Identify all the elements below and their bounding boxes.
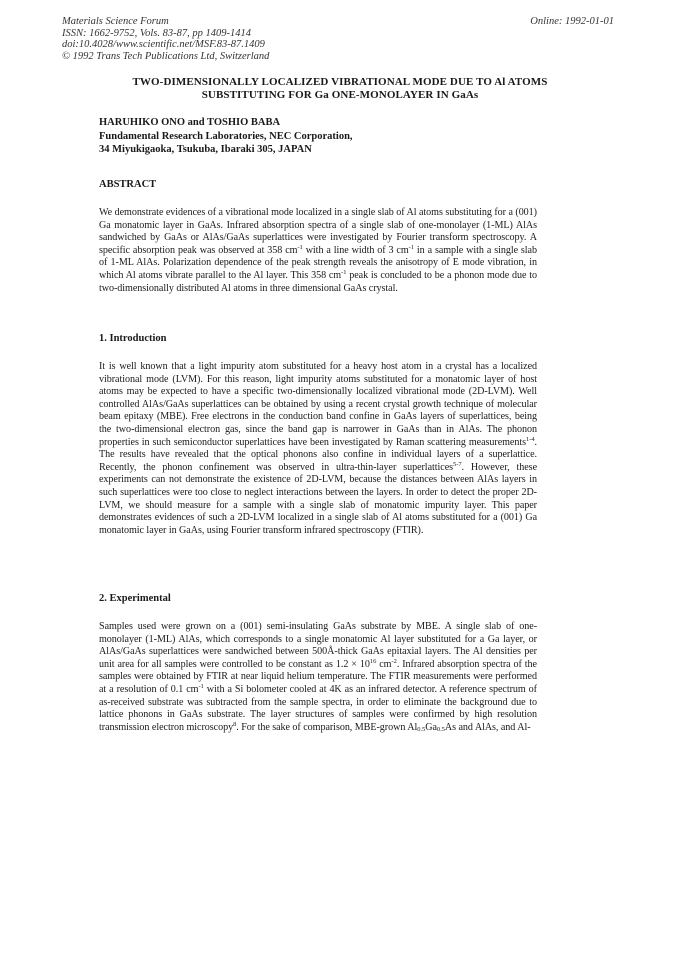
author-block [99, 116, 353, 157]
online-date: Online: 1992-01-01 [530, 16, 614, 27]
experimental-heading: 2. Experimental [99, 593, 171, 604]
journal-header [62, 16, 269, 62]
title-line-1: TWO-DIMENSIONALLY LOCALIZED VIBRATIONAL MODE DUE TO Al ATOMS [132, 76, 548, 88]
issn-line: ISSN: 1662-9752, Vols. 83-87, pp 1409-1414 [62, 27, 251, 39]
address: 34 Miyukigaoka, Tsukuba, Ibaraki 305, JAPAN [99, 144, 312, 155]
copyright-line: © 1992 Trans Tech Publications Ltd, Switzerland [62, 50, 270, 62]
author-names: HARUHIKO ONO and TOSHIO BABA [99, 117, 281, 128]
paper-title [60, 76, 620, 102]
abstract-paragraph: We demonstrate evidences of a vibrational mode localized in a single slab of Al atoms substituting for a (001) Ga monatomic layer in GaAs. Infrared absorption spectra of a single slab of one-monolayer (1-ML) AlAs sandwiched by GaAs or AlAs/GaAs superlattices were investigated by Fourier transform spectroscopy. A specific absorption peak was observed at 358 $cm^{-1}$ with a line width of 3 $cm^{-1}$ in a sample with a single slab of 1-ML AlAs. Polarization dependence of the peak strength reveals the anisotropy of E mode vibration, in which Al atoms vibrate parallel to the Al layer. This 358 $cm^{-1}$ peak is concluded to be a phonon mode due to two-dimensionally distributed Al atoms in three dimensional GaAs crystal. [99, 207, 537, 294]
journal-name: Materials Science Forum [62, 16, 169, 27]
abstract-heading: ABSTRACT [99, 179, 157, 190]
title-line-2: SUBSTITUTING FOR Ga ONE-MONOLAYER IN GaAs [201, 89, 479, 101]
doi-line: doi:10.4028/www.scientific.net/MSF.83-87.1409 [62, 39, 265, 50]
affiliation: Fundamental Research Laboratories, NEC Corporation, [99, 130, 353, 142]
introduction-heading: 1. Introduction [99, 333, 167, 344]
experimental-paragraph: Samples used were grown on a (001) semi-insulating GaAs substrate by MBE. A single slab of one-monolayer (1-ML) AlAs, which corresponds to a single monatomic Al layer substituted for a Ga layer, or AlAs/GaAs superlattices were sandwiched between 500Å-thick GaAs epitaxial layers. The Al densities per unit area for all samples were controlled to be constant as $1.2 \times 10^{16}$ $cm^{-2}$. Infrared absorption spectra of the samples were obtained by FTIR at near liquid helium temperature. The FTIR measurements were performed at a resolution of 0.1 $cm^{-1}$ with a Si bolometer cooled at 4K as an infrared detector. A reference spectrum of as-received substrate was subtracted from the sample spectra, in order to eliminate the background due to lattice phonons in GaAs substrate. The layer structures of samples were confirmed by high resolution transmission electron microscopy$^8$. For the sake of comparison, MBE-grown $Al_{0.5}Ga_{0.5}As$ and AlAs, and Al- [99, 621, 537, 733]
introduction-paragraph: It is well known that a light impurity atom substituted for a heavy host atom in a crystal has a localized vibrational mode (LVM). For this reason, light impurity atoms substituted for a monatomic layer of host atoms may be expected to have a specific two-dimensionally localized vibrational mode (2D-LVM). Well controlled AlAs/GaAs superlattices can be obtained by using a recent crystal growth technique of molecular beam epitaxy (MBE). Free electrons in the conduction band confine in GaAs layers of superlattices, being the two-dimensional electron gas, since the band gap is narrower in GaAs than in AlAs. The phonon properties in such semiconductor superlattices have been investigated by Raman scattering measurements$^{1-4}$. The results have revealed that the optical phonons also confine in individual layers of a superlattice. Recently, the phonon confinement was observed in ultra-thin-layer superlattices$^{5-7}$. However, these experiments can not demonstrate the existence of 2D-LVM, because the distances between AlAs layers in such superlattices were too close to neglect interactions between the layers. In order to detect the proper 2D-LVM, we should measure for a sample with a single slab of monatomic impurity layer. This paper demonstrates evidences of such a 2D-LVM localized in a single slab of Al atoms substituted for a (001) Ga monatomic layer in GaAs, using Fourier transform infrared spectroscopy (FTIR). [99, 361, 537, 536]
